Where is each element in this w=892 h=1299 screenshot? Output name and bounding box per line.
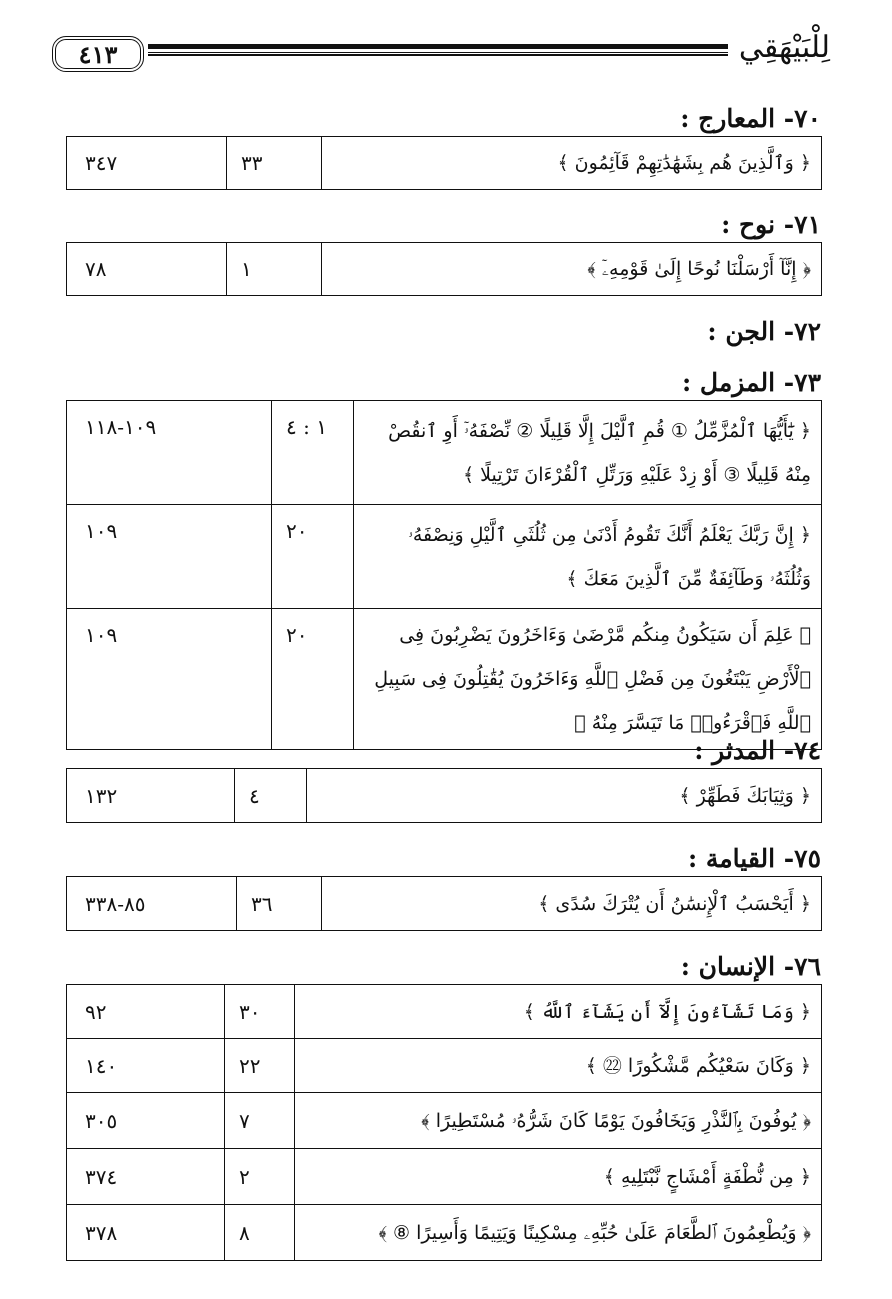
- section-72: [66, 315, 821, 349]
- table-row: [67, 401, 822, 505]
- section-74: [66, 734, 821, 823]
- table-row: [67, 1205, 822, 1261]
- page-ref-cell: ٣٧٤: [67, 1149, 225, 1205]
- ayah-cell: ٨: [225, 1205, 295, 1261]
- ayah-cell: ٢: [225, 1149, 295, 1205]
- page-ref-cell: ٨٥-٣٣٨: [67, 877, 237, 931]
- index-table: [66, 876, 822, 931]
- verse-cell: ﴿ إِنَّ رَبَّكَ يَعْلَمُ أَنَّكَ تَقُومُ أَدْنَىٰ مِن ثُلُثَىِ ٱلَّيْلِ وَنِصْفَهُۥ وَثُلُثَهُۥ وَطَآئِفَةٌ مِّنَ ٱلَّذِينَ مَعَكَ ﴾: [354, 505, 822, 609]
- ayah-cell: ٢٠: [272, 609, 354, 750]
- section-title: ٧٠- المعارج :: [680, 104, 821, 133]
- verse-cell: ﴿ وَثِيَابَكَ فَطَهِّرْ ﴾: [307, 769, 822, 823]
- section-75: [66, 842, 821, 931]
- section-title: ٧٢- الجن :: [707, 317, 821, 346]
- table-row: [67, 1093, 822, 1149]
- ayah-cell: ٧: [225, 1093, 295, 1149]
- header-rule: [148, 44, 728, 56]
- page-ref-cell: ٩٢: [67, 985, 225, 1039]
- page-number: ٤١٣: [52, 36, 144, 72]
- page-ref-cell: ١٤٠: [67, 1039, 225, 1093]
- ayah-cell: ٤: [235, 769, 307, 823]
- index-table: [66, 242, 822, 296]
- table-row: [67, 243, 822, 296]
- table-row: [67, 1149, 822, 1205]
- section-70: [66, 102, 821, 190]
- section-title: ٧١- نوح :: [721, 210, 821, 239]
- verse-cell: ﴿ وَٱلَّذِينَ هُم بِشَهَٰدَٰتِهِمْ قَآئِمُونَ ﴾: [322, 137, 822, 190]
- section-title: ٧٦- الإنسان :: [680, 952, 821, 981]
- index-table: [66, 768, 822, 823]
- section-73: [66, 366, 821, 750]
- verse-cell: ﴿ عَلِمَ أَن سَيَكُونُ مِنكُم مَّرْضَىٰ وَءَاخَرُونَ يَضْرِبُونَ فِى ٱلْأَرْضِ يَبْتَغُونَ مِن فَضْلِ ٱللَّهِ وَءَاخَرُونَ يُقَٰتِلُونَ فِى سَبِيلِ ٱللَّهِ فَٱقْرَءُوا۟ مَا تَيَسَّرَ مِنْهُ ﴾: [354, 609, 822, 750]
- verse-cell: ﴿ إِنَّآ أَرْسَلْنَا نُوحًا إِلَىٰ قَوْمِهِۦٓ ﴾: [322, 243, 822, 296]
- section-76: [66, 950, 821, 1261]
- page-ref-cell: ١٠٩: [67, 609, 272, 750]
- section-title: ٧٣- المزمل :: [681, 368, 821, 397]
- page-ref-cell: ١٠٩: [67, 505, 272, 609]
- table-row: [67, 769, 822, 823]
- verse-cell: ﴿ وَكَانَ سَعْيُكُم مَّشْكُورًا ㉒ ﴾: [295, 1039, 822, 1093]
- verse-cell: ﴿ أَيَحْسَبُ ٱلْإِنسَٰنُ أَن يُتْرَكَ سُدًى ﴾: [322, 877, 822, 931]
- index-table: [66, 136, 822, 190]
- ayah-cell: ٢٠: [272, 505, 354, 609]
- table-row: [67, 505, 822, 609]
- section-title: ٧٥- القيامة :: [687, 844, 821, 873]
- section-71: [66, 208, 821, 296]
- page-ref-cell: ١٠٩-١١٨: [67, 401, 272, 505]
- verse-cell: ﴿ يُوفُونَ بِٱلنَّذْرِ وَيَخَافُونَ يَوْمًا كَانَ شَرُّهُۥ مُسْتَطِيرًا ﴾: [295, 1093, 822, 1149]
- ayah-cell: ١ : ٤: [272, 401, 354, 505]
- ayah-cell: ١: [227, 243, 322, 296]
- book-title: لِلْبَيْهَقِي: [738, 30, 830, 65]
- ayah-cell: ٣٦: [237, 877, 322, 931]
- ayah-cell: ٣٣: [227, 137, 322, 190]
- verse-cell: ﴿ يَٰٓأَيُّهَا ٱلْمُزَّمِّلُ ① قُمِ ٱلَّيْلَ إِلَّا قَلِيلًا ② نِّصْفَهُۥٓ أَوِ ٱنقُصْ مِنْهُ قَلِيلًا ③ أَوْ زِدْ عَلَيْهِ وَرَتِّلِ ٱلْقُرْءَانَ تَرْتِيلًا ﴾: [354, 401, 822, 505]
- section-title: ٧٤- المدثر :: [694, 736, 821, 765]
- verse-cell: ﴿ مِن نُّطْفَةٍ أَمْشَاجٍ نَّبْتَلِيهِ ﴾: [295, 1149, 822, 1205]
- index-table: [66, 400, 822, 750]
- table-row: [67, 985, 822, 1039]
- page-ref-cell: ٧٨: [67, 243, 227, 296]
- page-header: [52, 30, 834, 86]
- page-ref-cell: ١٣٢: [67, 769, 235, 823]
- page-ref-cell: ٣٤٧: [67, 137, 227, 190]
- index-table: [66, 984, 822, 1261]
- verse-cell: ﴿ وَيُطْعِمُونَ ٱلطَّعَامَ عَلَىٰ حُبِّهِۦ مِسْكِينًا وَيَتِيمًا وَأَسِيرًا ⑧ ﴾: [295, 1205, 822, 1261]
- table-row: [67, 877, 822, 931]
- page-ref-cell: ٣٠٥: [67, 1093, 225, 1149]
- table-row: [67, 609, 822, 750]
- table-row: [67, 1039, 822, 1093]
- table-row: [67, 137, 822, 190]
- ayah-cell: ٢٢: [225, 1039, 295, 1093]
- verse-cell: ﴿ وَمَا تَشَآءُونَ إِلَّآ أَن يَشَآءَ ٱللَّهُ ﴾: [295, 985, 822, 1039]
- page-ref-cell: ٣٧٨: [67, 1205, 225, 1261]
- ayah-cell: ٣٠: [225, 985, 295, 1039]
